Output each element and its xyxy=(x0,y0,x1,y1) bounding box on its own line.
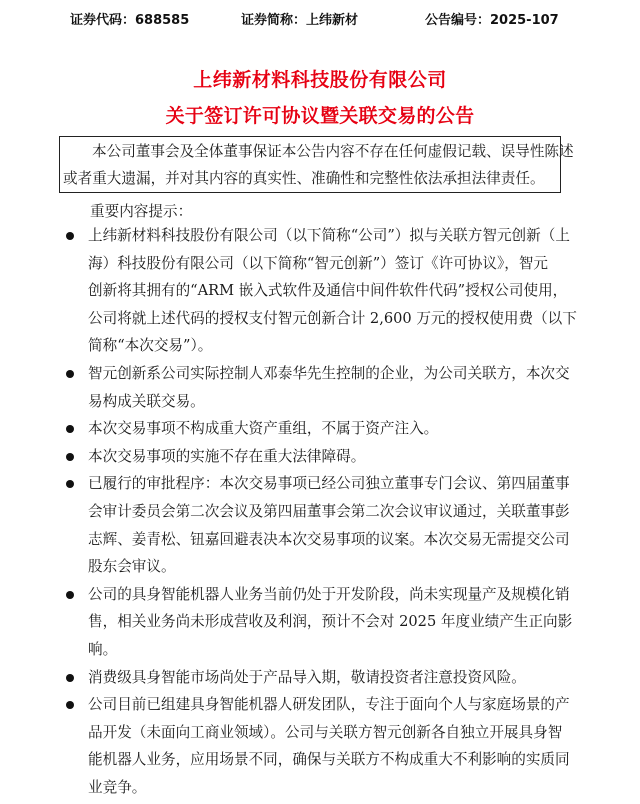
key-point-line: 公司将就上述代码的授权支付智元创新合计 2,600 万元的授权使用费（以下 xyxy=(88,309,577,327)
key-point-line: 上纬新材料科技股份有限公司（以下简称“公司”）拟与关联方智元创新（上 xyxy=(88,227,570,244)
key-point-line: 会审计委员会第二次会议及第四届董事会第二次会议审议通过，关联董事彭 xyxy=(88,502,570,520)
key-point-line: 海）科技股份有限公司（以下简称“智元创新”）签订《许可协议》，智元 xyxy=(88,254,549,272)
bullet-dot-icon xyxy=(66,701,74,709)
announcement-number: 公告编号：2025-107 xyxy=(425,13,559,28)
notice-line: 或者重大遗漏，并对其内容的真实性、准确性和完整性依法承担法律责任。 xyxy=(63,170,545,187)
key-point-line: 响。 xyxy=(88,640,118,658)
bullet-dot-icon xyxy=(66,453,74,461)
key-point-line: 业竞争。 xyxy=(88,778,147,796)
key-point-item xyxy=(64,664,584,692)
key-points-heading: 重要内容提示： xyxy=(90,203,193,220)
bullet-dot-icon xyxy=(66,370,74,378)
key-point-line: 本次交易事项不构成重大资产重组，不属于资产注入。 xyxy=(88,420,439,438)
key-point-line: 易构成关联交易。 xyxy=(88,392,205,410)
key-point-line: 公司目前已组建具身智能机器人研发团队，专注于面向个人与家庭场景的产 xyxy=(88,696,570,714)
key-point-line: 本次交易事项的实施不存在重大法律障碍。 xyxy=(88,447,366,465)
notice-line: 本公司董事会及全体董事保证本公告内容不存在任何虚假记载、误导性陈述 xyxy=(92,143,574,160)
key-point-line: 品开发（未面向工商业领域）。公司与关联方智元创新各自独立开展具身智 xyxy=(88,723,563,741)
key-point-line: 已履行的审批程序：本次交易事项已经公司独立董事专门会议、第四届董事 xyxy=(88,475,570,493)
key-point-line: 能机器人业务，应用场景不同，确保与关联方不构成重大不利影响的实质同 xyxy=(88,751,570,769)
bullet-dot-icon xyxy=(66,480,74,488)
bullet-dot-icon xyxy=(66,425,74,433)
key-point-line: 公司的具身智能机器人业务当前仍处于开发阶段，尚未实现量产及规模化销 xyxy=(88,585,570,603)
stock-code: 证券代码：688585 xyxy=(70,13,190,28)
stock-short-name: 证券简称：上纬新材 xyxy=(241,13,359,28)
key-point-item xyxy=(64,360,584,415)
key-point-item xyxy=(64,470,584,580)
key-point-item xyxy=(64,222,584,360)
bullet-dot-icon xyxy=(66,232,74,240)
key-point-line: 股东会审议。 xyxy=(88,558,176,576)
key-point-line: 创新将其拥有的“ARM 嵌入式软件及通信中间件软件代码”授权公司使用， xyxy=(88,282,568,300)
key-point-item xyxy=(64,691,584,801)
key-point-item xyxy=(64,581,584,664)
key-point-line: 简称“本次交易”）。 xyxy=(88,337,213,355)
key-point-line: 消费级具身智能市场尚处于产品导入期，敬请投资者注意投资风险。 xyxy=(88,668,526,686)
key-point-line: 售，相关业务尚未形成营收及利润，预计不会对 2025 年度业绩产生正向影 xyxy=(88,613,573,631)
bullet-dot-icon xyxy=(66,674,74,682)
key-point-item xyxy=(64,443,584,471)
announcement-title: 关于签订许可协议暨关联交易的公告 xyxy=(165,105,475,127)
bullet-dot-icon xyxy=(66,591,74,599)
key-point-line: 志辉、姜青松、钮嘉回避表决本次交易事项的议案。本次交易无需提交公司 xyxy=(88,530,570,548)
key-point-line: 智元创新系公司实际控制人邓泰华先生控制的企业，为公司关联方，本次交 xyxy=(88,364,570,382)
board-guarantee-notice xyxy=(59,136,574,193)
document-header xyxy=(70,6,610,28)
company-title: 上纬新材料科技股份有限公司 xyxy=(193,69,447,91)
key-points-list xyxy=(64,222,584,801)
key-point-item xyxy=(64,415,584,443)
